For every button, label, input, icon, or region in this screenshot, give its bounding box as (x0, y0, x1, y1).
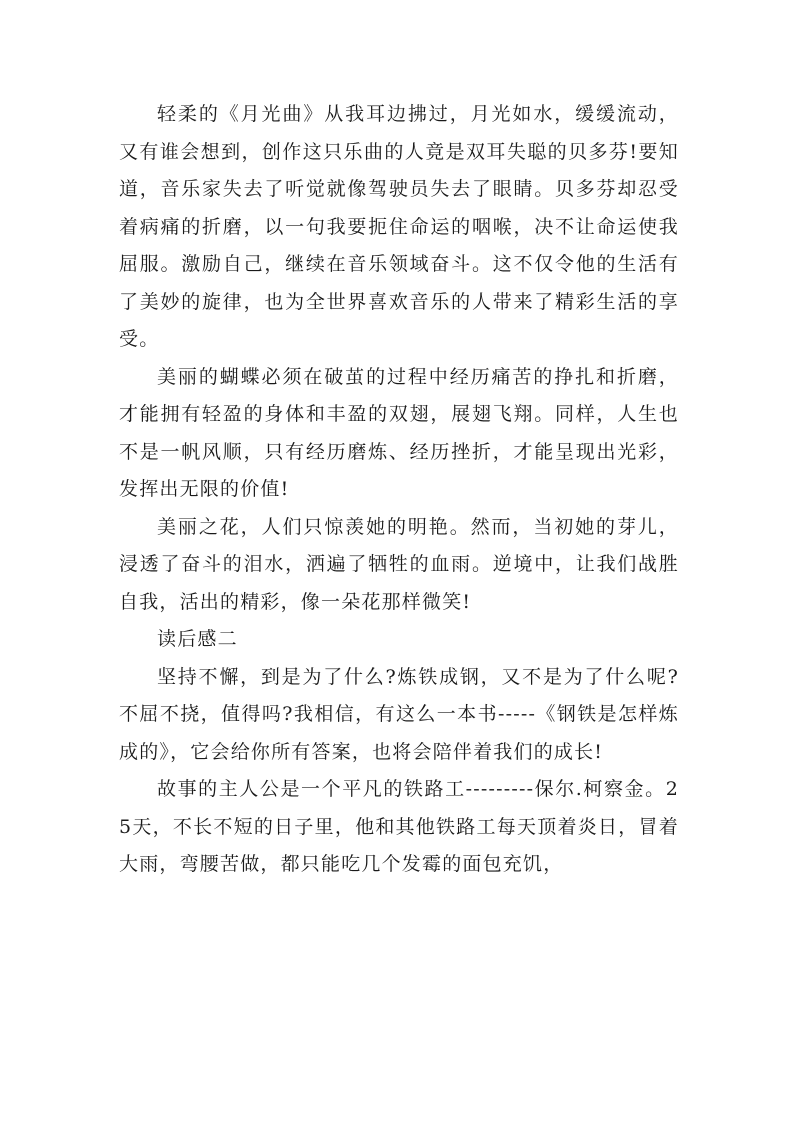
paragraph-steel-book: 坚持不懈，到是为了什么?炼铁成钢，又不是为了什么呢?不屈不挠，值得吗?我相信，有这么一本书-----《钢铁是怎样炼成的》，它会给你所有答案，也将会陪伴着我们的成长! (119, 665, 679, 763)
paragraph-flower: 美丽之花，人们只惊羡她的明艳。然而，当初她的芽儿，浸透了奋斗的泪水，洒遍了牺牲的血雨。逆境中，让我们战胜自我，活出的精彩，像一朵花那样微笑! (119, 515, 679, 613)
document-body (119, 96, 679, 884)
section-heading: 读后感二 (157, 628, 238, 650)
paragraph-pavel-story: 故事的主人公是一个平凡的铁路工---------保尔.柯察金。25天，不长不短的日子里，他和其他铁路工每天顶着炎日，冒着大雨，弯腰苦做，都只能吃几个发霉的面包充饥， (119, 778, 679, 875)
paragraph-butterfly: 美丽的蝴蝶必须在破茧的过程中经历痛苦的挣扎和折磨，才能拥有轻盈的身体和丰盈的双翅，展翅飞翔。同样，人生也不是一帆风顺，只有经历磨炼、经历挫折，才能呈现出光彩，发挥出无限的价值! (119, 365, 679, 500)
paragraph-moonlight-sonata: 轻柔的《月光曲》从我耳边拂过，月光如水，缓缓流动，又有谁会想到，创作这只乐曲的人竟是双耳失聪的贝多芬!要知道，音乐家失去了听觉就像驾驶员失去了眼睛。贝多芬却忍受着病痛的折磨，以一句我要扼住命运的咽喉，决不让命运使我屈服。激励自己，继续在音乐领域奋斗。这不仅令他的生活有了美妙的旋律，也为全世界喜欢音乐的人带来了精彩生活的享受。 (119, 103, 679, 350)
